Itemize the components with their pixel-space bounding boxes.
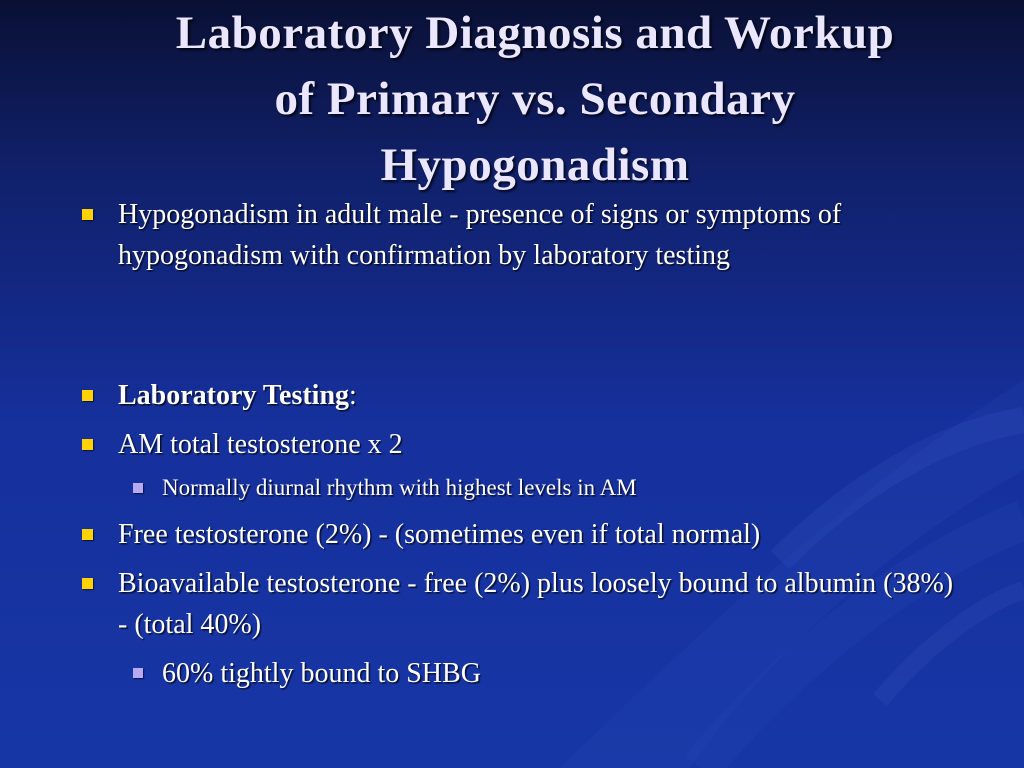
lavender-square-bullet-icon bbox=[133, 483, 143, 493]
yellow-square-bullet-icon bbox=[82, 209, 93, 220]
bullet-text: AM total testosterone x 2 bbox=[118, 429, 403, 460]
sub-bullet-shbg bbox=[162, 653, 962, 694]
sub-bullet-diurnal-rhythm bbox=[162, 472, 962, 504]
bullet-text: Free testosterone (2%) - (sometimes even if total normal) bbox=[118, 519, 761, 550]
bullet-suffix: : bbox=[349, 380, 357, 411]
bullet-laboratory-testing bbox=[118, 375, 958, 416]
yellow-square-bullet-icon bbox=[82, 578, 93, 589]
bullet-bioavailable-testosterone bbox=[118, 563, 958, 645]
yellow-square-bullet-icon bbox=[82, 529, 93, 540]
yellow-square-bullet-icon bbox=[82, 390, 93, 401]
bullet-bold-text: Laboratory Testing bbox=[118, 380, 350, 411]
bullet-text: 60% tightly bound to SHBG bbox=[162, 658, 481, 689]
bullet-text: Bioavailable testosterone - free (2%) plus loosely bound to albumin (38%) - (total 40%) bbox=[118, 568, 954, 640]
bullet-text: Hypogonadism in adult male - presence of signs or symptoms of hypogonadism with confirmation by laboratory testing bbox=[118, 199, 842, 271]
bullet-text: Normally diurnal rhythm with highest levels in AM bbox=[162, 475, 637, 500]
bullet-free-testosterone bbox=[118, 514, 958, 555]
lavender-square-bullet-icon bbox=[133, 668, 143, 678]
bullet-hypogonadism-definition bbox=[118, 194, 958, 276]
bullet-am-total-testosterone bbox=[118, 424, 958, 465]
yellow-square-bullet-icon bbox=[82, 439, 93, 450]
title-line-1: Laboratory Diagnosis and Workup bbox=[175, 7, 895, 59]
title-line-2: of Primary vs. Secondary bbox=[274, 73, 796, 125]
title-line-3: Hypogonadism bbox=[380, 139, 690, 191]
